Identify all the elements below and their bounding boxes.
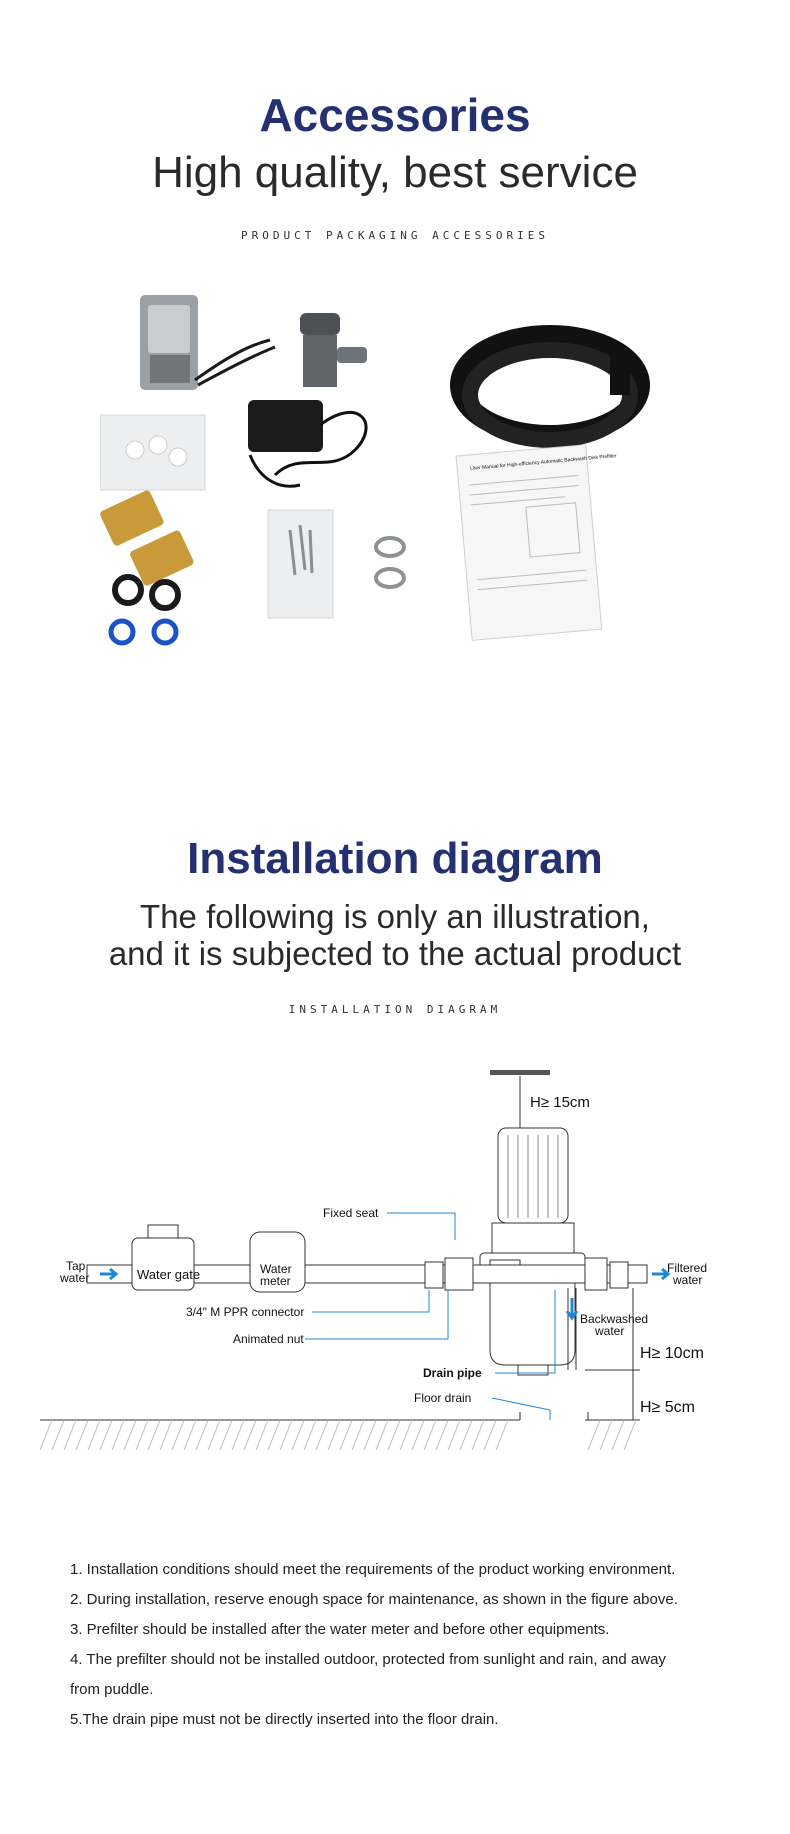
note-1: 1. Installation conditions should meet the requirements of the product working environment. — [70, 1561, 676, 1578]
label-backwashed-water-2: water — [595, 1324, 625, 1338]
installation-diagram — [40, 1040, 760, 1525]
accessories-subtitle: High quality, best service — [152, 148, 638, 197]
label-water-meter-2: meter — [260, 1274, 291, 1288]
label-water-gate: Water gate — [137, 1267, 201, 1282]
note-2: 2. During installation, reserve enough space for maintenance, as shown in the figure above. — [70, 1591, 678, 1608]
power-adapter — [248, 400, 366, 486]
label-h5: H≥ 5cm — [640, 1399, 696, 1416]
user-manual — [456, 442, 632, 640]
manual-title: User Manual for High-efficiency Automatic Backwash Disk Prefilter — [470, 453, 617, 472]
tee-connector — [300, 313, 367, 387]
accessories-photo — [100, 285, 700, 760]
plug-bag — [100, 415, 205, 490]
note-4: 4. The prefilter should not be installed outdoor, protected from sunlight and rain, and away — [70, 1651, 666, 1668]
clearance-plate — [490, 1070, 550, 1075]
label-tap-water-1: Tap — [66, 1259, 86, 1273]
switch-box — [140, 295, 275, 390]
accessories-caption: PRODUCT PACKAGING ACCESSORIES — [240, 229, 550, 242]
label-h10: H≥ 10cm — [640, 1345, 704, 1362]
prefilter — [480, 1128, 585, 1375]
label-filtered-water-2: water — [673, 1273, 703, 1287]
screws-bag — [268, 510, 333, 618]
note-3: 3. Prefilter should be installed after the water meter and before other equipments. — [70, 1621, 610, 1638]
note-4-cont: from puddle. — [70, 1681, 154, 1698]
installation-subtitle-line1: The following is only an illustration, — [140, 898, 650, 935]
label-tap-water-2: water — [60, 1271, 90, 1285]
hose-clamps — [376, 538, 404, 587]
label-ppr-connector: 3/4" M PPR connector — [186, 1305, 305, 1319]
outlet-arrow — [652, 1269, 668, 1279]
label-fixed-seat: Fixed seat — [323, 1206, 379, 1220]
brass-fittings — [100, 489, 195, 587]
label-backwashed-water-1: Backwashed — [580, 1312, 649, 1326]
hose-coil — [460, 335, 640, 440]
label-water-meter-1: Water — [260, 1262, 292, 1276]
label-floor-drain: Floor drain — [414, 1391, 472, 1405]
accessories-title: Accessories — [259, 89, 531, 141]
note-5: 5.The drain pipe must not be directly inserted into the floor drain. — [70, 1711, 499, 1728]
installation-notes — [70, 1555, 750, 1735]
label-drain-pipe: Drain pipe — [423, 1366, 482, 1380]
o-rings — [111, 577, 178, 643]
installation-subtitle-line2: and it is subjected to the actual product — [108, 935, 682, 972]
label-h15: H≥ 15cm — [530, 1094, 590, 1111]
installation-caption: INSTALLATION DIAGRAM — [288, 1003, 502, 1016]
floor-hatch — [40, 1420, 636, 1450]
installation-title: Installation diagram — [187, 834, 603, 883]
label-animated-nut: Animated nut — [233, 1332, 304, 1346]
label-filtered-water-1: Filtered — [667, 1261, 708, 1275]
